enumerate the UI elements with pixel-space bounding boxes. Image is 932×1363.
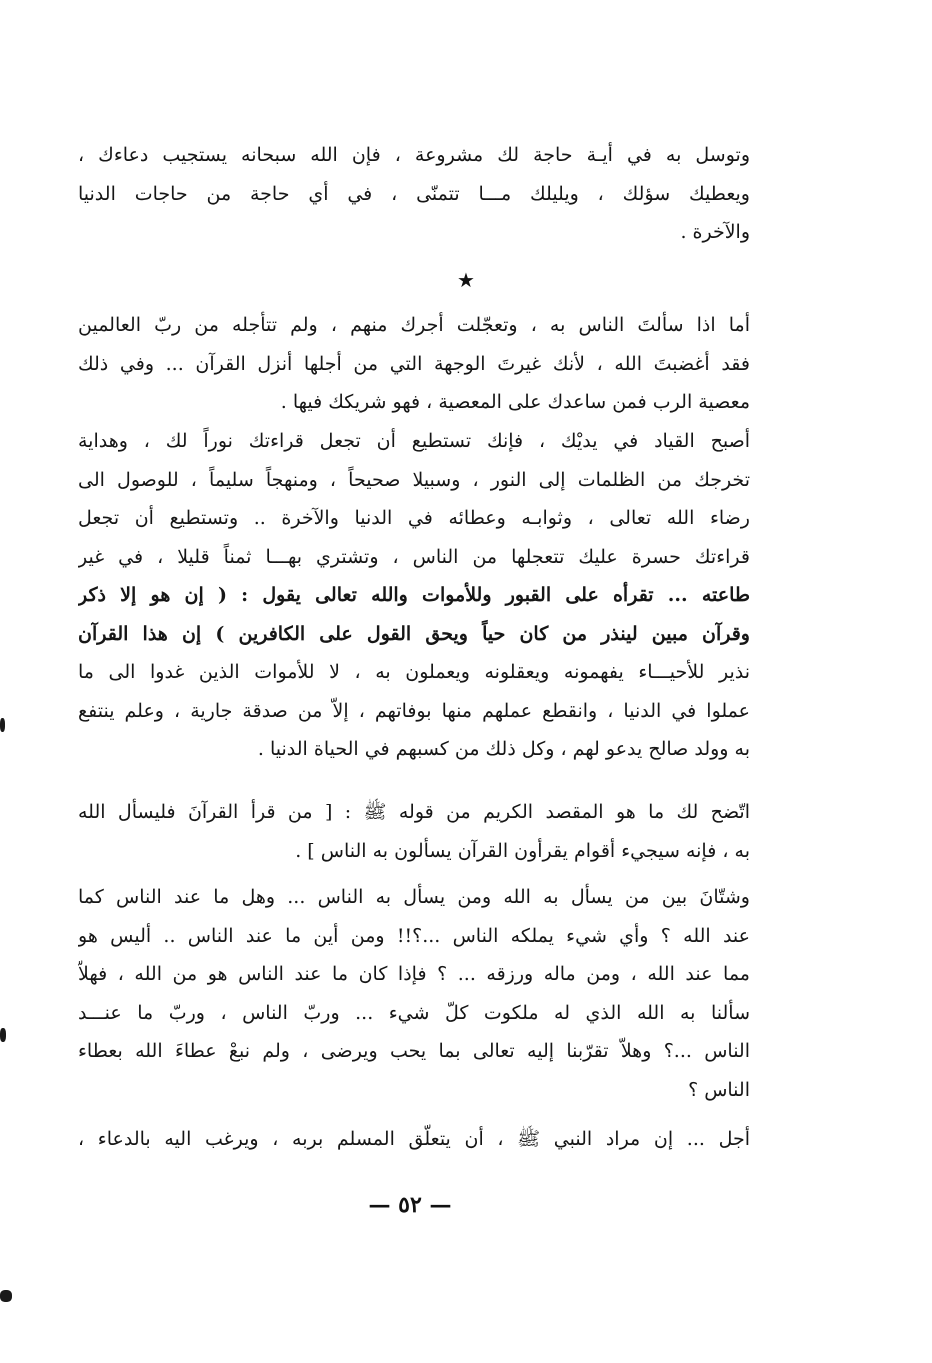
text-line: عملوا في الدنيا ، وانقطع عملهم منها بوفاتهم ، إلاّ من صدقة جارية ، وعلم ينتفع: [78, 699, 750, 722]
text-line-quran-quote: وقرآن مبين لينذر من كان حياً ويحق القول على الكافرين ) إن هذا القرآن: [78, 622, 750, 645]
text-line: قراءتك حسرة عليك تتعجلها من الناس ، وتشتري بهـــا ثمناً قليلا ، في غير: [78, 545, 750, 568]
text-line: الناس ؟: [688, 1078, 750, 1101]
paragraph-3: [78, 422, 750, 769]
text-line: والآخرة .: [680, 221, 750, 243]
text-line: سألنا به الله الذي له ملكوت كلّ شيء ... وربّ الناس ، وربّ ما عنـــد: [78, 1001, 750, 1024]
text-line: عند الله ؟ وأي شيء يملكه الناس ...؟!! ومن أين ما عند الناس .. أليس هو: [78, 924, 750, 947]
paragraph-2: [78, 306, 750, 422]
text-line: ويعطيك سؤلك ، ويليلك مـــا تتمنّى ، في أي حاجة من حاجات الدنيا: [78, 182, 750, 205]
scan-artifact-mark: [0, 1028, 6, 1042]
paragraph-5: [78, 878, 750, 1109]
text-line: تخرجك من الظلمات إلى النور ، وسبيلا صحيحاً ، ومنهجاً سليماً ، للوصول الى: [78, 468, 750, 491]
text-line: أما اذا سألتَ الناس به ، وتعجّلت أجرك منهم ، ولم تتأجله من ربّ العالمين: [78, 314, 750, 336]
paragraph-1: [78, 136, 750, 252]
paragraph-6: [78, 1120, 750, 1159]
text-line: به ، فإنه سيجيء أقوام يقرأون القرآن يسألون به الناس ] .: [295, 839, 750, 862]
scan-artifact-mark: [0, 718, 5, 732]
section-separator-star: ★: [457, 268, 475, 292]
text-line: معصية الرب فمن ساعدك على المعصية ، فهو شريكك فيها .: [280, 391, 750, 413]
text-line-quran-quote: طاعته ... تقرأه على القبور وللأموات والله تعالى يقول : ( إن هو إلا ذكر: [78, 584, 750, 606]
text-line: مما عند الله ، ومن ماله ورزقه ... ؟ فإذا كان ما عند الناس هو من الله ، فهلاّ: [78, 963, 750, 985]
text-line: رضاء الله تعالى ، وثوابـه وعطائه في الدنيا والآخرة .. وتستطيع أن تجعل: [78, 507, 750, 529]
page-number: — ٥٢ —: [368, 1192, 452, 1218]
text-line: نذير للأحيـــاء يفهمونه ويعقلونه ويعملون به ، لا للأموات الذين غدوا الى ما: [78, 661, 750, 683]
scan-artifact-mark: [0, 1290, 12, 1302]
text-line: أصبح القياد في يديْك ، فإنك تستطيع أن تجعل قراءتك نوراً لك ، وهداية: [78, 430, 750, 452]
text-line: أجل ... إن مراد النبي ﷺ ، أن يتعلّق المسلم بربه ، ويرغب اليه بالدعاء ،: [78, 1128, 750, 1150]
paragraph-4: [78, 793, 750, 870]
text-line: وتوسل به في أيـة حاجة لك مشروعة ، فإن الله سبحانه يستجيب دعاءك ،: [78, 144, 750, 166]
text-line: اتّضح لك ما هو المقصد الكريم من قوله ﷺ : [ من قرأ القرآنَ فليسأل الله: [78, 801, 750, 823]
text-line: فقد أغضبتَ الله ، لأنك غيرتَ الوجهة التي من أجلها أنزل القرآن ... وفي ذلك: [78, 352, 750, 375]
text-line: به وولد صالح يدعو لهم ، وكل ذلك من كسبهم في الحياة الدنيا .: [257, 738, 750, 760]
text-line: الناس ...؟ وهلاّ تقرّبنا إليه تعالى بما يحب ويرضى ، ولم نبعْ عطاءَ الله بعطاء: [78, 1040, 750, 1062]
text-line: وشتّانَ بين من يسأل به الله ومن يسأل به الناس ... وهل ما عند الناس كما: [78, 886, 750, 908]
